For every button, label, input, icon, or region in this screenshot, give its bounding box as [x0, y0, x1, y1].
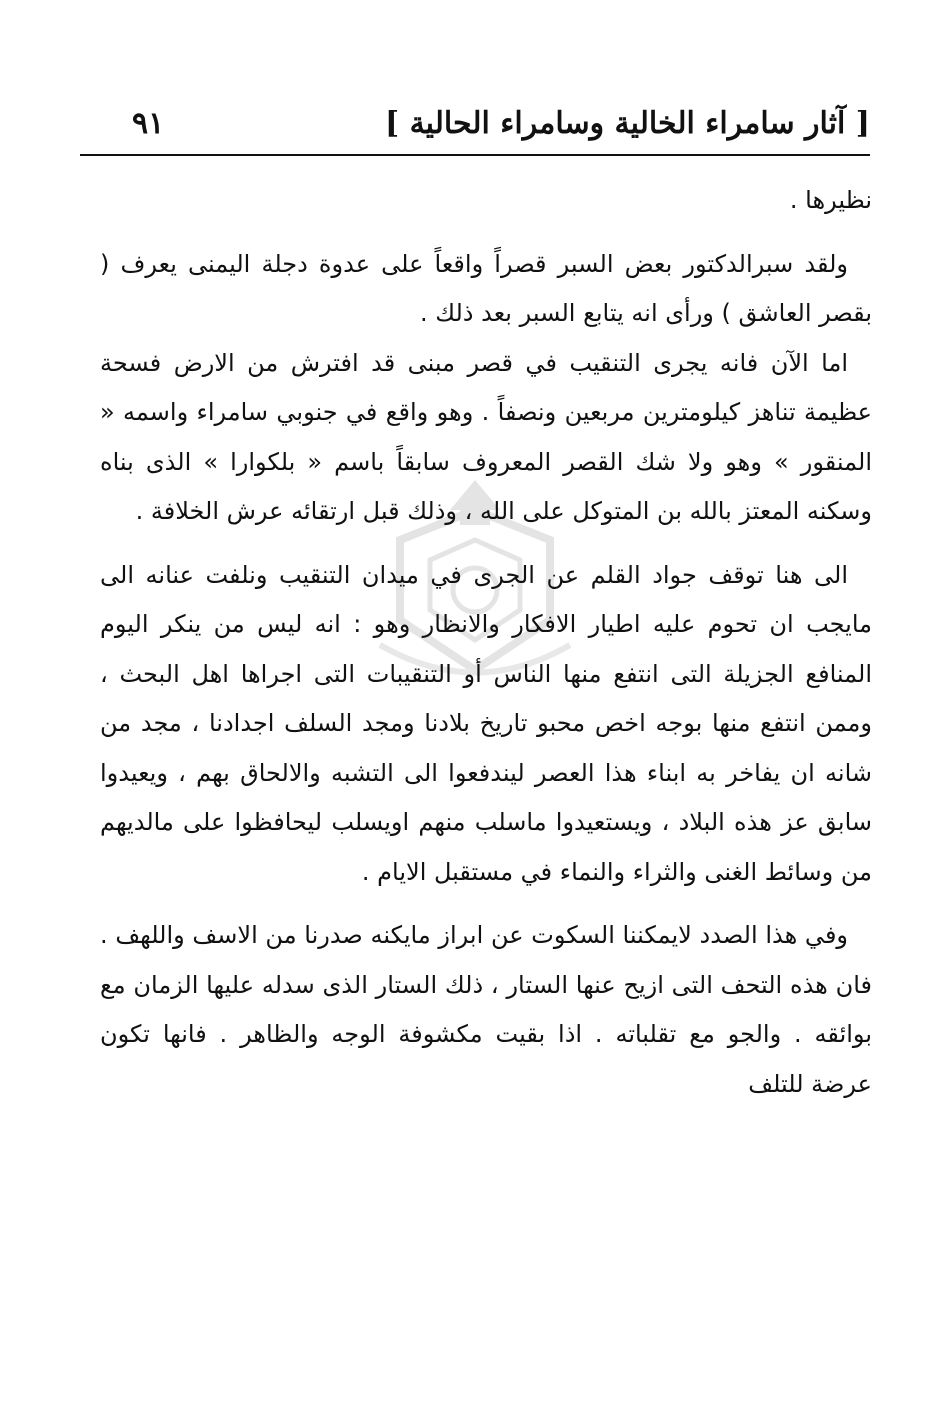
- body-text: [100, 176, 872, 1308]
- page-number: ٩١: [132, 105, 165, 141]
- paragraph-5: وفي هذا الصدد لايمكننا السكوت عن ابراز مايكنه صدرنا من الاسف واللهف . فان هذه التحف التى ازيح عنها الستار ، ذلك الستار الذى سدله عليها الزمان مع بوائقه . والجو مع تقلباته . اذا بقيت مكشوفة الوجه والظاهر . فانها تكون عرضة للتلف: [100, 921, 872, 1098]
- paragraph-1: نظيرها .: [789, 186, 872, 214]
- paragraph-4: الى هنا توقف جواد القلم عن الجرى في ميدان التنقيب ونلفت عنانه الى مايجب ان تحوم عليه اطيار الافكار والانظار وهو : انه ليس من ينكر اليوم المنافع الجزيلة التى انتفع منها الناس أو التنقيبات التى اجراها اهل البحث ، وممن انتفع منها بوجه اخص محبو تاريخ بلادنا ومجد السلف اجدادنا ، مجد من شانه ان يفاخر به ابناء هذا العصر ليندفعوا الى التشبه والالحاق بهم ، ويعيدوا سابق عز هذه البلاد ، ويستعيدوا ماسلب منهم اويسلب ليحافظوا على مالديهم من وسائط الغنى والثراء والنماء في مستقبل الايام .: [100, 560, 872, 886]
- paragraph-2: ولقد سبرالدكتور بعض السبر قصراً واقعاً على عدوة دجلة اليمنى يعرف ( بقصر العاشق ) ورأى انه يتابع السبر بعد ذلك .: [100, 249, 872, 327]
- running-header: [80, 92, 870, 156]
- paragraph-3: اما الآن فانه يجرى التنقيب في قصر مبنى قد افترش من الارض فسحة عظيمة تناهز كيلومترين مربعين ونصفاً . وهو واقع في جنوبي سامراء واسمه « المنقور » وهو ولا شك القصر المعروف سابقاً باسم « بلكوارا » الذى بناه وسكنه المعتز بالله بن المتوكل على الله ، وذلك قبل ارتقائه عرش الخلافة .: [100, 348, 872, 525]
- header-title: [ آثار سامراء الخالية وسامراء الحالية ]: [384, 105, 870, 141]
